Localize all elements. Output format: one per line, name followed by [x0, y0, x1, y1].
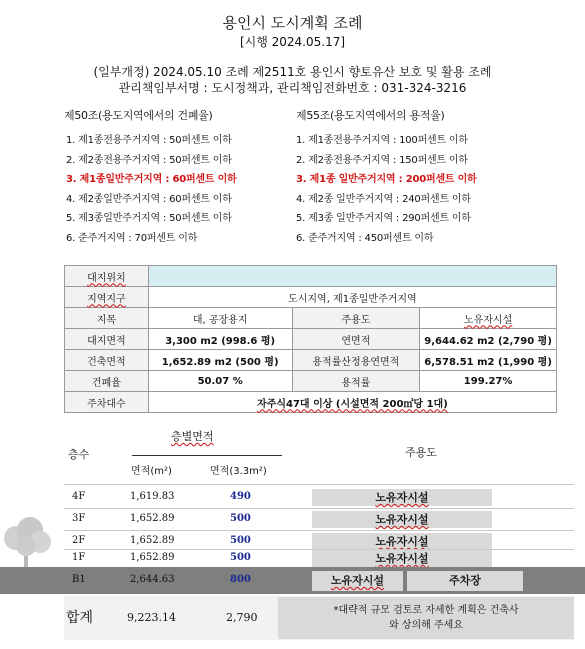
note-line: 와 상의해 주세요 [389, 620, 463, 631]
gross-area-label: 연면적 [292, 329, 420, 350]
site-location-label: 대지위치 [65, 266, 149, 287]
article-55-item: 4. 제2종 일반주거지역 : 240퍼센트 이하 [296, 193, 471, 205]
article-50-item: 4. 제2종일반주거지역 : 60퍼센트 이하 [66, 193, 232, 205]
table-row [65, 329, 557, 350]
area-py-header: 면적(3.3m²) [210, 466, 267, 477]
building-area-label: 건축면적 [65, 350, 149, 371]
total-area-m2: 9,223.14 [127, 611, 176, 624]
table-row [65, 266, 557, 287]
article-55-item: 2. 제2종전용주거지역 : 150퍼센트 이하 [296, 154, 468, 166]
divider [64, 530, 574, 531]
floor-area-m2: 2,644.63 [130, 574, 175, 585]
floor-name: B1 [72, 574, 86, 585]
parking-label: 주차대수 [65, 392, 149, 413]
floor-name: 4F [72, 491, 86, 502]
floor-name: 3F [72, 513, 86, 524]
article-50-item: 2. 제2종전용주거지역 : 50퍼센트 이하 [66, 154, 232, 166]
article-50-heading: 제50조(용도지역에서의 건폐율) [64, 109, 213, 122]
floor-area-py: 500 [230, 513, 251, 524]
table-row [65, 287, 557, 308]
floor-area-py: 800 [230, 574, 251, 585]
floor-area-m2: 1,652.89 [130, 513, 175, 524]
total-area-py: 2,790 [226, 611, 258, 624]
floor-area-py: 500 [230, 552, 251, 563]
zone-value: 도시지역, 제1종일반주거지역 [148, 287, 556, 308]
bcr-label: 건폐율 [65, 371, 149, 392]
table-row [65, 308, 557, 329]
floor-use: 노유자시설 [312, 550, 492, 567]
floor-use: 노유자시설 [312, 511, 492, 528]
page-title: 용인시 도시계획 조례 [222, 14, 363, 32]
floor-row-3f [64, 511, 574, 528]
article-50-item-highlight: 3. 제1종일반주거지역 : 60퍼센트 이하 [66, 174, 237, 185]
gross-area-value: 9,644.62 m2 (2,790 평) [420, 329, 557, 350]
article-55-heading: 제55조(용도지역에서의 용적율) [296, 109, 445, 122]
use-header: 주용도 [405, 446, 437, 459]
far-area-label: 용적률산정용연면적 [292, 350, 420, 371]
floor-row-b1 [64, 572, 574, 590]
basement-use-parking: 주차장 [407, 571, 523, 591]
article-55-section [296, 107, 566, 248]
area-m2-header: 면적(m²) [131, 466, 172, 477]
floors-header: 층수 [68, 448, 90, 461]
land-category-value: 대, 공장용지 [148, 308, 292, 329]
total-label: 합계 [66, 610, 94, 626]
article-50-section [64, 107, 294, 248]
building-area-value: 1,652.89 m2 (500 평) [148, 350, 292, 371]
floor-area-py: 490 [230, 491, 251, 502]
site-location-value [148, 266, 556, 287]
floor-use: 노유자시설 [312, 489, 492, 506]
site-area-label: 대지면적 [65, 329, 149, 350]
floor-use: 노유자시설 [312, 533, 492, 550]
far-area-value: 6,578.51 m2 (1,990 평) [420, 350, 557, 371]
article-50-item: 6. 준주거지역 : 70퍼센트 이하 [66, 232, 198, 244]
site-area-value: 3,300 m2 (998.6 평) [148, 329, 292, 350]
site-info-table [64, 265, 557, 413]
table-row [65, 392, 557, 413]
basement-use-primary: 노유자시설 [312, 571, 403, 591]
article-55-item-highlight: 3. 제1종 일반주거지역 : 200퍼센트 이하 [296, 174, 477, 185]
article-50-item: 1. 제1종전용주거지역 : 50퍼센트 이하 [66, 135, 232, 146]
land-category-label: 지목 [65, 308, 149, 329]
article-55-item: 6. 준주거지역 : 450퍼센트 이하 [296, 232, 434, 244]
amendment-line: (일부개정) 2024.05.10 조례 제2511호 용인시 향토유산 보호 및 활용 조례 [93, 65, 492, 79]
note-box [278, 597, 574, 639]
floor-area-m2: 1,619.83 [130, 491, 175, 502]
article-55-item: 5. 제3종 일반주거지역 : 290퍼센트 이하 [296, 213, 471, 224]
floor-row-2f [64, 533, 574, 550]
amendment-info [0, 64, 585, 96]
far-label: 용적률 [292, 371, 420, 392]
divider [64, 484, 574, 485]
floor-name: 1F [72, 552, 86, 563]
floor-area-header: 층별면적 [171, 430, 214, 443]
article-50-item: 5. 제3종일반주거지역 : 50퍼센트 이하 [66, 213, 232, 224]
far-value: 199.27% [420, 371, 557, 392]
floor-row-1f [64, 550, 574, 567]
divider [64, 508, 574, 509]
note-line: *대략적 규모 검토로 자세한 계획은 건축사 [333, 605, 519, 616]
parking-value: 자주식47대 이상 (시설면적 200㎡당 1대) [148, 392, 556, 413]
table-row [65, 371, 557, 392]
floor-name: 2F [72, 535, 86, 546]
effective-date: [시행 2024.05.17] [239, 35, 346, 49]
contact-line: 관리책임부서명 : 도시정책과, 관리책임전화번호 : 031-324-3216 [118, 81, 467, 95]
floor-area-py: 500 [230, 535, 251, 546]
tree-icon [0, 510, 60, 570]
floor-area-m2: 1,652.89 [130, 552, 175, 563]
zone-label: 지역지구 [65, 287, 149, 308]
table-row [65, 350, 557, 371]
floor-area-m2: 1,652.89 [130, 535, 175, 546]
main-use-label: 주용도 [292, 308, 420, 329]
bcr-value: 50.07 % [148, 371, 292, 392]
floor-row-4f [64, 489, 574, 506]
header-divider [132, 455, 282, 456]
main-use-value: 노유자시설 [420, 308, 557, 329]
article-55-item: 1. 제1종전용주거지역 : 100퍼센트 이하 [296, 135, 468, 146]
